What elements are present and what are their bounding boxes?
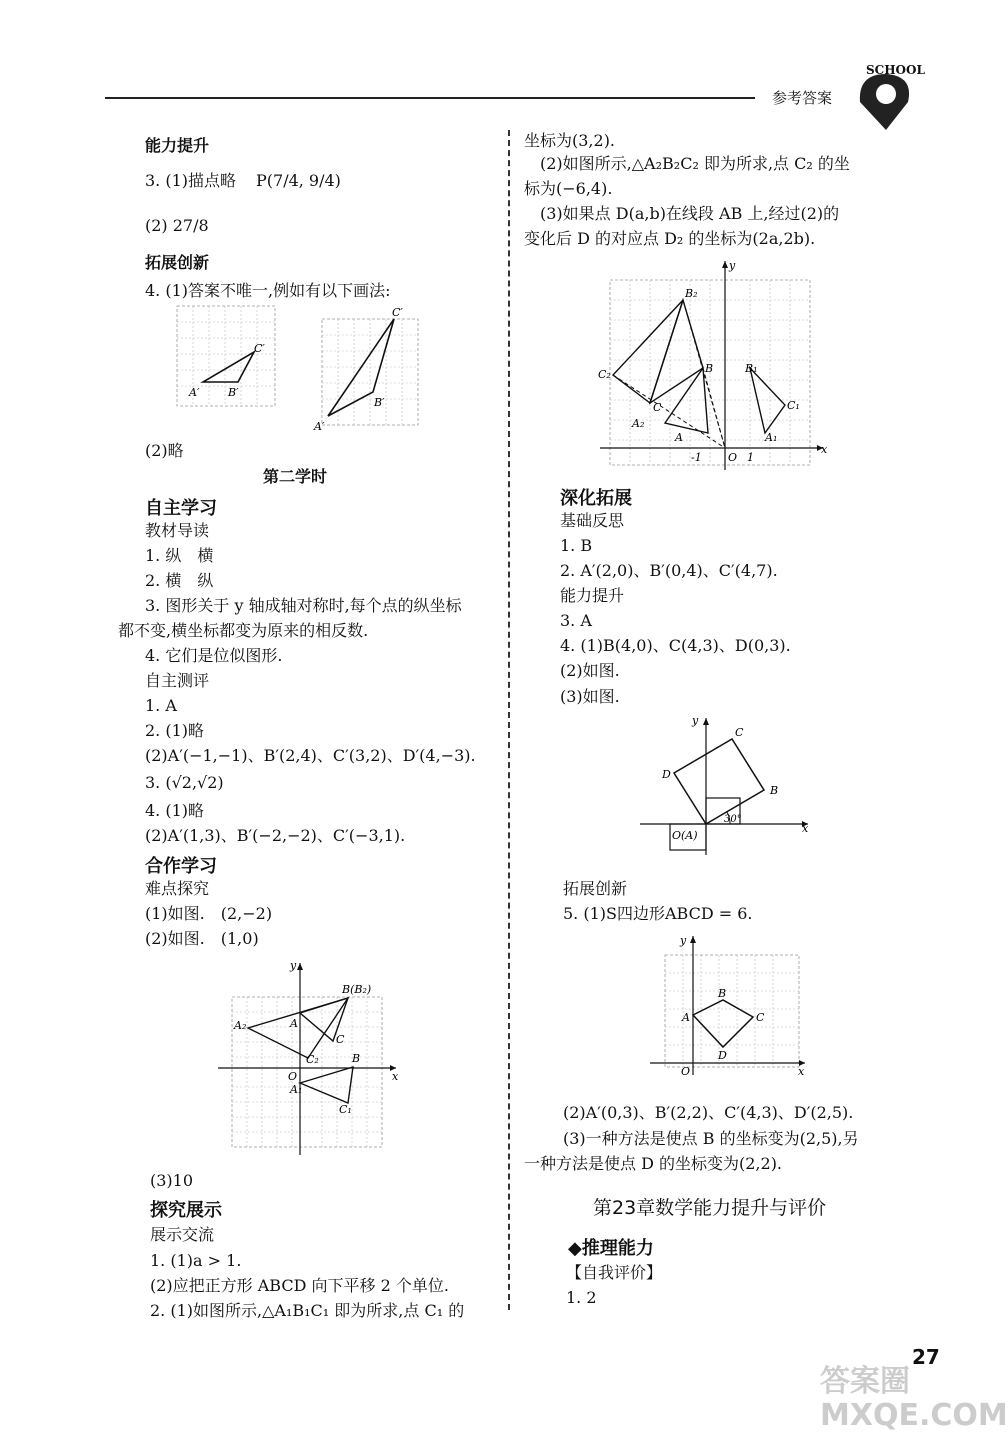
answer-c4b: (2)A′(1,3)、B′(−2,−2)、C′(−3,1). [145, 826, 406, 845]
axis-y-label-5: y [692, 714, 699, 727]
origin-label-6: O [681, 1065, 691, 1078]
label-b1-4: B₁ [745, 362, 758, 375]
heading-zhanshi: 展示交流 [150, 1225, 215, 1244]
answer-b2: 2. A′(2,0)、B′(0,4)、C′(4,7). [560, 561, 778, 580]
answer-b5d: 一种方法是使点 D 的坐标变为(2,2). [524, 1154, 783, 1173]
answer-3-1: 3. (1)描点略 [145, 171, 237, 190]
label-angle-30: 30° [724, 814, 742, 825]
heading-tuozhan: 拓展创新 [145, 253, 210, 272]
answer-b5c: (3)一种方法是使点 B 的坐标变为(2,5),另 [563, 1129, 859, 1148]
label-c-5: C [735, 726, 744, 739]
answer-r2a: (2)如图所示,△A₂B₂C₂ 即为所求,点 C₂ 的坐 [540, 154, 850, 173]
chapter-title: 第23章数学能力提升与评价 [593, 1197, 827, 1219]
heading-ceping: 自主测评 [145, 671, 210, 690]
label-c-prime-2: C′ [392, 306, 403, 319]
answer-r3a: (3)如果点 D(a,b)在线段 AB 上,经过(2)的 [540, 204, 840, 223]
answer-b1: 1. B [560, 536, 593, 555]
page-number: 27 [912, 1345, 940, 1369]
answer-b4a: 4. (1)B(4,0)、C(4,3)、D(0,3). [560, 636, 791, 655]
heading-nengli-2: 能力提升 [560, 586, 625, 605]
label-c-4: C [653, 401, 662, 414]
answer-b5b: (2)A′(0,3)、B′(2,2)、C′(4,3)、D′(2,5). [563, 1103, 854, 1122]
label-a2: A₂ [234, 1019, 247, 1032]
axis-x-label-4: x [821, 443, 828, 456]
answer-c1: 1. A [145, 696, 177, 715]
label-b-6: B [718, 987, 727, 1000]
label-b-prime: B′ [228, 386, 239, 399]
heading-tuili: ◆推理能力 [568, 1238, 654, 1259]
label-a-prime: A′ [189, 386, 200, 399]
heading-nengli-tisheng: 能力提升 [145, 136, 210, 155]
school-logo-icon [848, 62, 925, 132]
label-a: A [290, 1017, 298, 1030]
figure-coordinate-scaling [595, 255, 835, 475]
label-c-6: C [756, 1011, 765, 1024]
axis-y-label-6: y [680, 934, 687, 947]
label-d-5: D [662, 768, 671, 781]
label-c: C [336, 1033, 345, 1046]
heading-jichu: 基础反思 [560, 511, 625, 530]
answer-z1a: 1. (1)a > 1. [150, 1251, 242, 1270]
watermark: 答案圈 MXQE.COM [820, 1364, 1008, 1433]
answer-r3b: 变化后 D 的对应点 D₂ 的坐标为(2a,2b). [524, 229, 816, 248]
answer-4-2: (2)略 [145, 441, 184, 460]
header-title: 参考答案 [772, 89, 833, 107]
label-b-prime-2: B′ [374, 396, 385, 409]
label-c1-4: C₁ [787, 399, 800, 412]
axis-y-label: y [290, 959, 297, 972]
answer-b4b: (2)如图. [560, 661, 620, 680]
heading-ziwo: 【自我评价】 [566, 1263, 663, 1282]
heading-nandian: 难点探究 [145, 879, 210, 898]
label-a1: A₁ [290, 1083, 303, 1096]
section-title: 第二学时 [263, 467, 328, 486]
label-c-prime: C′ [254, 342, 265, 355]
label-c1: C₁ [339, 1103, 352, 1116]
label-c2-4: C₂ [598, 368, 611, 381]
answer-c2a: 2. (1)略 [145, 721, 205, 740]
answer-j3b: 都不变,横坐标都变为原来的相反数. [118, 621, 369, 640]
label-a1-4: A₁ [765, 431, 778, 444]
answer-z2a: 2. (1)如图所示,△A₁B₁C₁ 即为所求,点 C₁ 的 [150, 1301, 465, 1320]
answer-n2: (2)如图. (1,0) [145, 929, 259, 948]
heading-tuozhan-2: 拓展创新 [563, 879, 628, 898]
header-rule [105, 97, 755, 99]
answer-j2: 2. 横 纵 [145, 571, 214, 590]
label-a-prime-2: A′ [314, 420, 325, 433]
heading-hezuo: 合作学习 [145, 856, 217, 877]
answer-c4a: 4. (1)略 [145, 801, 205, 820]
answer-3-2: (2) 27/8 [145, 216, 209, 235]
figure-coordinate-translation [218, 955, 408, 1160]
label-a-6: A [682, 1011, 690, 1024]
figure-quadrilateral [645, 930, 810, 1080]
answer-n3: (3)10 [150, 1171, 194, 1190]
answer-b3: 3. A [560, 611, 592, 630]
label-a-4: A [675, 431, 683, 444]
axis-x-label-6: x [798, 1065, 805, 1078]
answer-j1: 1. 纵 横 [145, 546, 214, 565]
answer-z1b: (2)应把正方形 ABCD 向下平移 2 个单位. [150, 1276, 449, 1295]
figure-rotated-rectangle [640, 712, 820, 857]
heading-shenhua: 深化拓展 [560, 488, 632, 509]
answer-e1: 1. 2 [566, 1288, 597, 1307]
column-divider [508, 130, 510, 1310]
answer-r2b: 标为(−6,4). [524, 179, 613, 198]
origin-label: O [288, 1070, 298, 1083]
answer-c3: 3. (√2,√2) [145, 773, 224, 792]
answer-r1: 坐标为(3,2). [524, 131, 616, 150]
figure-triangle-2 [312, 303, 420, 433]
answer-3-1-point: P(7/4, 9/4) [256, 171, 341, 190]
heading-tanjiu: 探究展示 [150, 1200, 222, 1221]
answer-j3a: 3. 图形关于 y 轴成轴对称时,每个点的纵坐标 [145, 596, 462, 615]
label-o-a-5: O(A) [672, 829, 698, 842]
tick-minus-1: -1 [691, 451, 702, 464]
figure-triangle-1 [176, 305, 276, 407]
label-d-6: D [718, 1049, 727, 1062]
label-b: B [352, 1052, 361, 1065]
label-b-b2: B(B₂) [342, 983, 372, 996]
axis-y-label-4: y [729, 259, 736, 272]
axis-x-label-5: x [802, 822, 809, 835]
logo-text: SCHOOL [866, 63, 925, 77]
answer-b4c: (3)如图. [560, 687, 620, 706]
origin-label-4: O [728, 451, 738, 464]
answer-n1: (1)如图. (2,−2) [145, 904, 273, 923]
answer-b5a: 5. (1)S四边形ABCD = 6. [563, 904, 753, 923]
label-a2-4: A₂ [632, 417, 645, 430]
label-c2: C₂ [306, 1053, 319, 1066]
heading-jiaocai: 教材导读 [145, 521, 210, 540]
label-b-5: B [770, 784, 779, 797]
answer-j4: 4. 它们是位似图形. [145, 646, 283, 665]
tick-1: 1 [747, 451, 754, 464]
heading-zizhu-xuexi: 自主学习 [145, 498, 217, 519]
axis-x-label: x [392, 1070, 399, 1083]
answer-4-1: 4. (1)答案不唯一,例如有以下画法: [145, 281, 391, 300]
label-b-4: B [705, 362, 714, 375]
answer-c2b: (2)A′(−1,−1)、B′(2,4)、C′(3,2)、D′(4,−3). [145, 746, 476, 765]
label-b2-4: B₂ [685, 287, 698, 300]
